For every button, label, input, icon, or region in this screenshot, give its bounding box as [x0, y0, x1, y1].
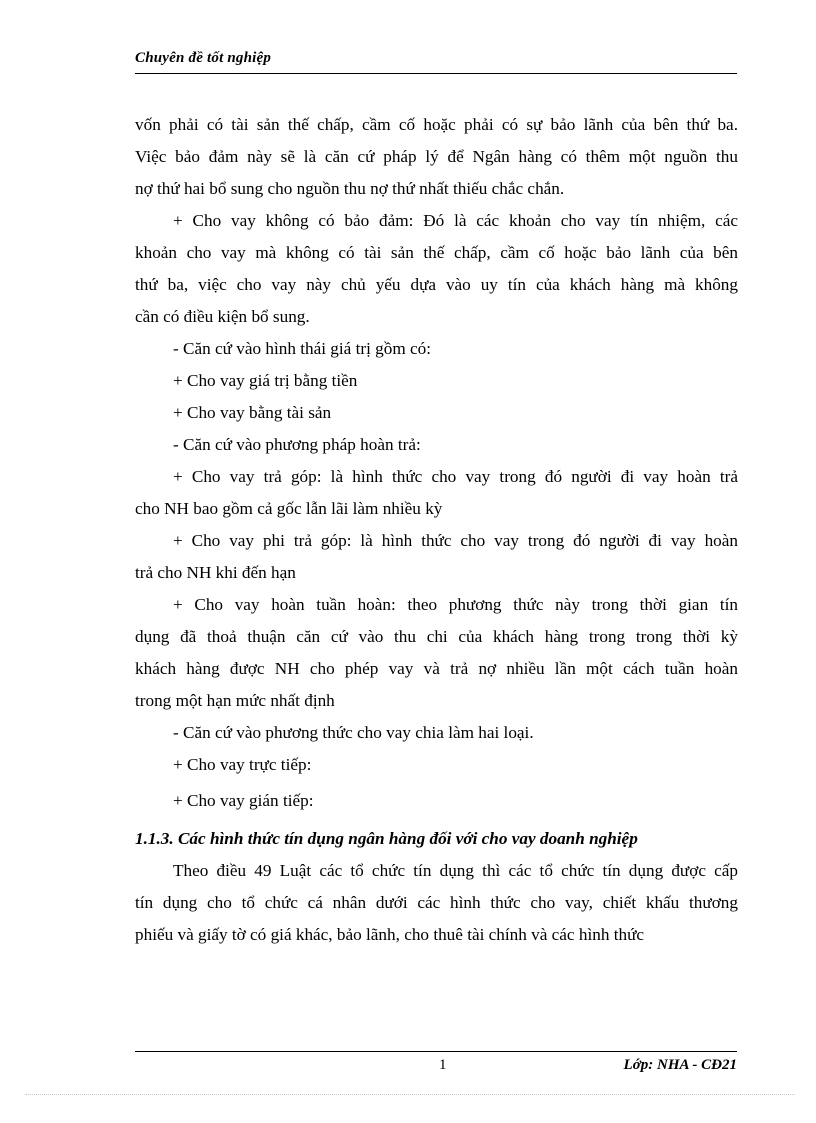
paragraph-line: vốn phải có tài sản thế chấp, cầm cố hoặc phải có sự bảo lãnh của bên thứ ba. [135, 115, 738, 134]
paragraph-line: cho NH bao gồm cả gốc lẫn lãi làm nhiều kỳ [135, 499, 443, 518]
list-item: - Căn cứ vào phương pháp hoàn trả: [173, 435, 421, 454]
list-item: - Căn cứ vào phương thức cho vay chia làm hai loại. [173, 723, 534, 742]
paragraph-line: khách hàng được NH cho phép vay và trả nợ nhiều lần một cách tuần hoàn [135, 659, 738, 678]
body-text [135, 109, 738, 951]
section-heading: 1.1.3. Các hình thức tín dụng ngân hàng đối với cho vay doanh nghiệp [135, 829, 638, 848]
page-edge-divider [25, 1094, 795, 1095]
page-header [135, 49, 737, 74]
paragraph-line: thứ ba, việc cho vay này chủ yếu dựa vào uy tín của khách hàng mà không [135, 275, 738, 294]
list-item: + Cho vay bằng tài sản [173, 403, 332, 422]
paragraph-line: trả cho NH khi đến hạn [135, 563, 296, 582]
class-label: Lớp: NHA - CĐ21 [623, 1057, 737, 1073]
list-item: + Cho vay giá trị bằng tiền [173, 371, 358, 390]
paragraph-line: + Cho vay trả góp: là hình thức cho vay trong đó người đi vay hoàn trả [173, 467, 738, 486]
page-number: 1 [439, 1057, 447, 1073]
paragraph-line: + Cho vay phi trả góp: là hình thức cho vay trong đó người đi vay hoàn [173, 531, 738, 550]
paragraph-line: + Cho vay không có bảo đảm: Đó là các khoản cho vay tín nhiệm, các [173, 211, 738, 230]
list-item: + Cho vay gián tiếp: [173, 791, 314, 810]
list-item: + Cho vay trực tiếp: [173, 755, 312, 774]
paragraph-line: tín dụng cho tổ chức cá nhân dưới các hình thức cho vay, chiết khấu thương [135, 893, 738, 912]
list-item: - Căn cứ vào hình thái giá trị gồm có: [173, 339, 431, 358]
paragraph-line: nợ thứ hai bổ sung cho nguồn thu nợ thứ nhất thiếu chắc chắn. [135, 179, 565, 198]
paragraph-line: phiếu và giấy tờ có giá khác, bảo lãnh, cho thuê tài chính và các hình thức [135, 925, 645, 944]
paragraph-line: + Cho vay hoàn tuần hoàn: theo phương thức này trong thời gian tín [173, 595, 738, 614]
paragraph-line: Theo điều 49 Luật các tổ chức tín dụng thì các tổ chức tín dụng được cấp [173, 861, 738, 880]
paragraph-line: cần có điều kiện bổ sung. [135, 307, 310, 326]
page-footer [135, 1051, 737, 1078]
paragraph-line: dụng đã thoả thuận căn cứ vào thu chi của khách hàng trong trong thời kỳ [135, 627, 738, 646]
paragraph-line: Việc bảo đảm này sẽ là căn cứ pháp lý để Ngân hàng có thêm một nguồn thu [135, 147, 738, 166]
paragraph-line: trong một hạn mức nhất định [135, 691, 335, 710]
header-title: Chuyên đề tốt nghiệp [135, 50, 272, 66]
paragraph-line: khoản cho vay mà không có tài sản thế chấp, cầm cố hoặc bảo lãnh của bên [135, 243, 738, 262]
